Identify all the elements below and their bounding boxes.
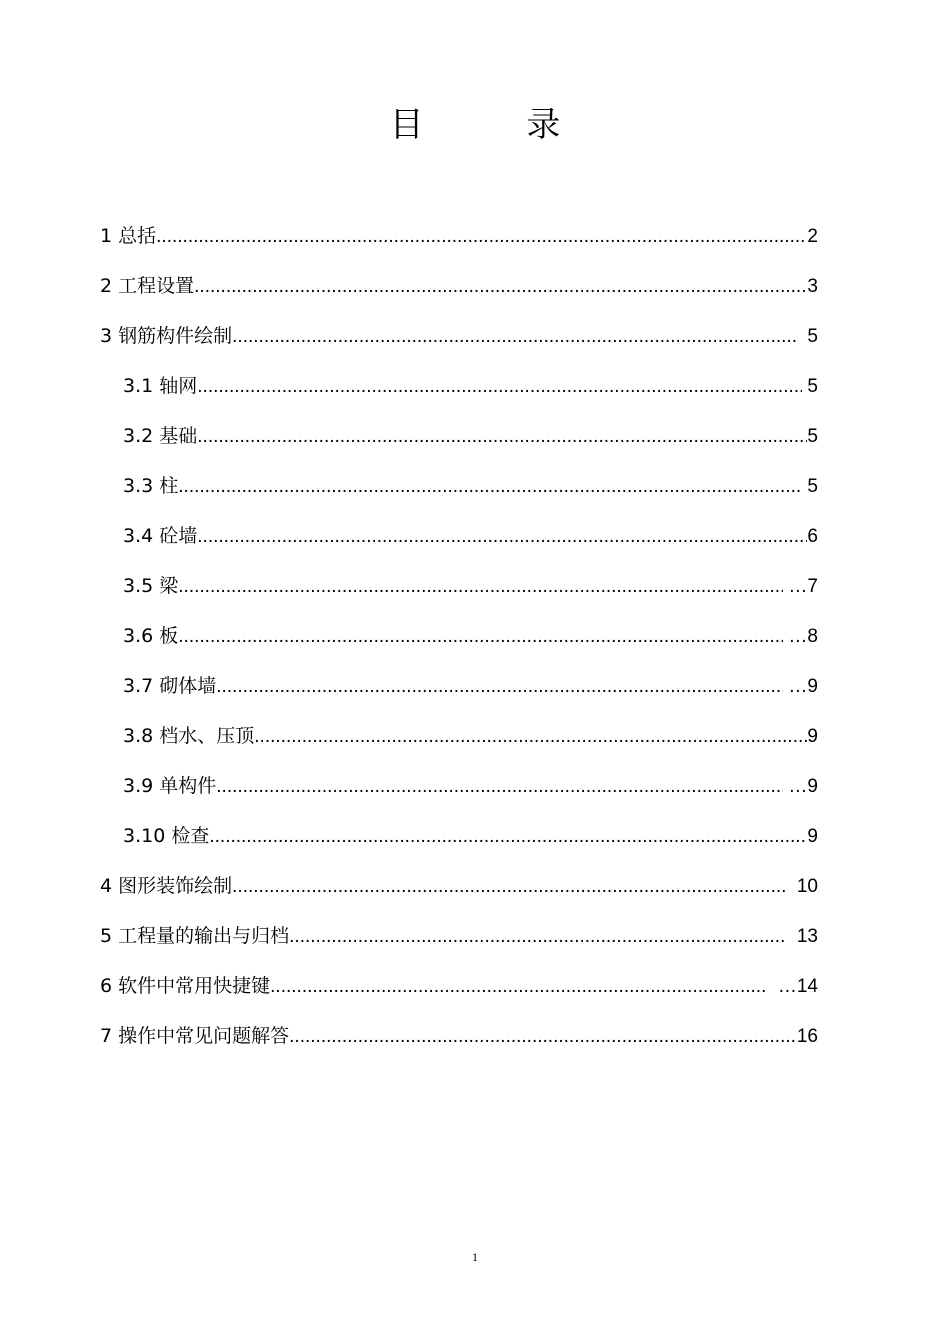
toc-dot-leader [156,223,807,251]
toc-dot-leader [216,773,783,801]
toc-entry-page: 3 [807,276,818,297]
toc-dot-leader [289,923,786,951]
toc-entry[interactable] [100,772,818,822]
toc-entry[interactable] [100,822,818,872]
toc-entry-label: 5 工程量的输出与归档 [100,925,290,947]
toc-entry-page: 6 [807,526,818,547]
toc-entry-page: 2 [807,226,818,247]
toc-entry-page: …7 [783,576,818,597]
toc-dot-leader [197,373,802,401]
toc-entry-label: 3.8 档水、压顶 [123,725,255,747]
toc-entry-label: 3.9 单构件 [123,775,217,797]
toc-entry-label: 3.3 柱 [123,475,179,497]
toc-entry-label: 3.10 检查 [123,825,210,847]
toc-entry[interactable] [100,922,818,972]
page-number: 1 [472,1250,478,1264]
toc-dot-leader [178,573,783,601]
toc-entry-page: 10 [786,876,818,897]
toc-entry[interactable] [100,1022,818,1072]
toc-entry-label: 3.4 砼墙 [123,525,198,547]
toc-entry-page: …14 [767,976,818,997]
toc-dot-leader [197,523,807,551]
toc-entry[interactable] [100,672,818,722]
toc-entry[interactable] [100,222,818,272]
toc-entry-label: 6 软件中常用快捷键 [100,975,271,997]
toc-dot-leader [178,473,802,501]
toc-entry-label: 3.7 砌体墙 [123,675,217,697]
toc-entry-page: 5 [807,426,818,447]
toc-entry[interactable] [100,472,818,522]
toc-entry-label: 3 钢筋构件绘制 [100,325,233,347]
toc-entry[interactable] [100,422,818,472]
toc-entry[interactable] [100,522,818,572]
toc-entry[interactable] [100,622,818,672]
toc-entry-label: 7 操作中常见问题解答 [100,1025,290,1047]
toc-entry-page: 9 [807,726,818,747]
toc-entry-page: 5 [796,326,818,347]
toc-entry[interactable] [100,372,818,422]
toc-dot-leader [289,1023,797,1051]
toc-entry[interactable] [100,272,818,322]
toc-entry-label: 3.1 轴网 [123,375,198,397]
toc-entry-label: 4 图形装饰绘制 [100,875,233,897]
toc-entry-label: 3.6 板 [123,625,179,647]
toc-entry[interactable] [100,872,818,922]
toc-dot-leader [178,623,783,651]
toc-entry-page: 9 [807,826,818,847]
table-of-contents [100,222,818,1072]
toc-dot-leader [254,723,807,751]
toc-entry-page: 5 [802,376,818,397]
toc-entry-label: 3.2 基础 [123,425,198,447]
toc-entry-page: …8 [783,626,818,647]
toc-entry-label: 3.5 梁 [123,575,179,597]
toc-entry[interactable] [100,972,818,1022]
toc-entry-page: …9 [783,776,818,797]
toc-entry[interactable] [100,322,818,372]
toc-entry-page: 5 [802,476,818,497]
toc-entry[interactable] [100,572,818,622]
toc-entry-page: 13 [786,926,818,947]
toc-entry-label: 2 工程设置 [100,275,195,297]
toc-dot-leader [197,423,807,451]
toc-dot-leader [232,873,786,901]
page-title: 目 录 [389,105,607,145]
toc-entry[interactable] [100,722,818,772]
toc-dot-leader [270,973,767,1001]
toc-dot-leader [216,673,783,701]
toc-dot-leader [232,323,797,351]
toc-entry-label: 1 总括 [100,225,157,247]
toc-entry-page: …9 [783,676,818,697]
toc-dot-leader [209,823,807,851]
toc-entry-page: 16 [796,1026,818,1047]
toc-dot-leader [194,273,807,301]
